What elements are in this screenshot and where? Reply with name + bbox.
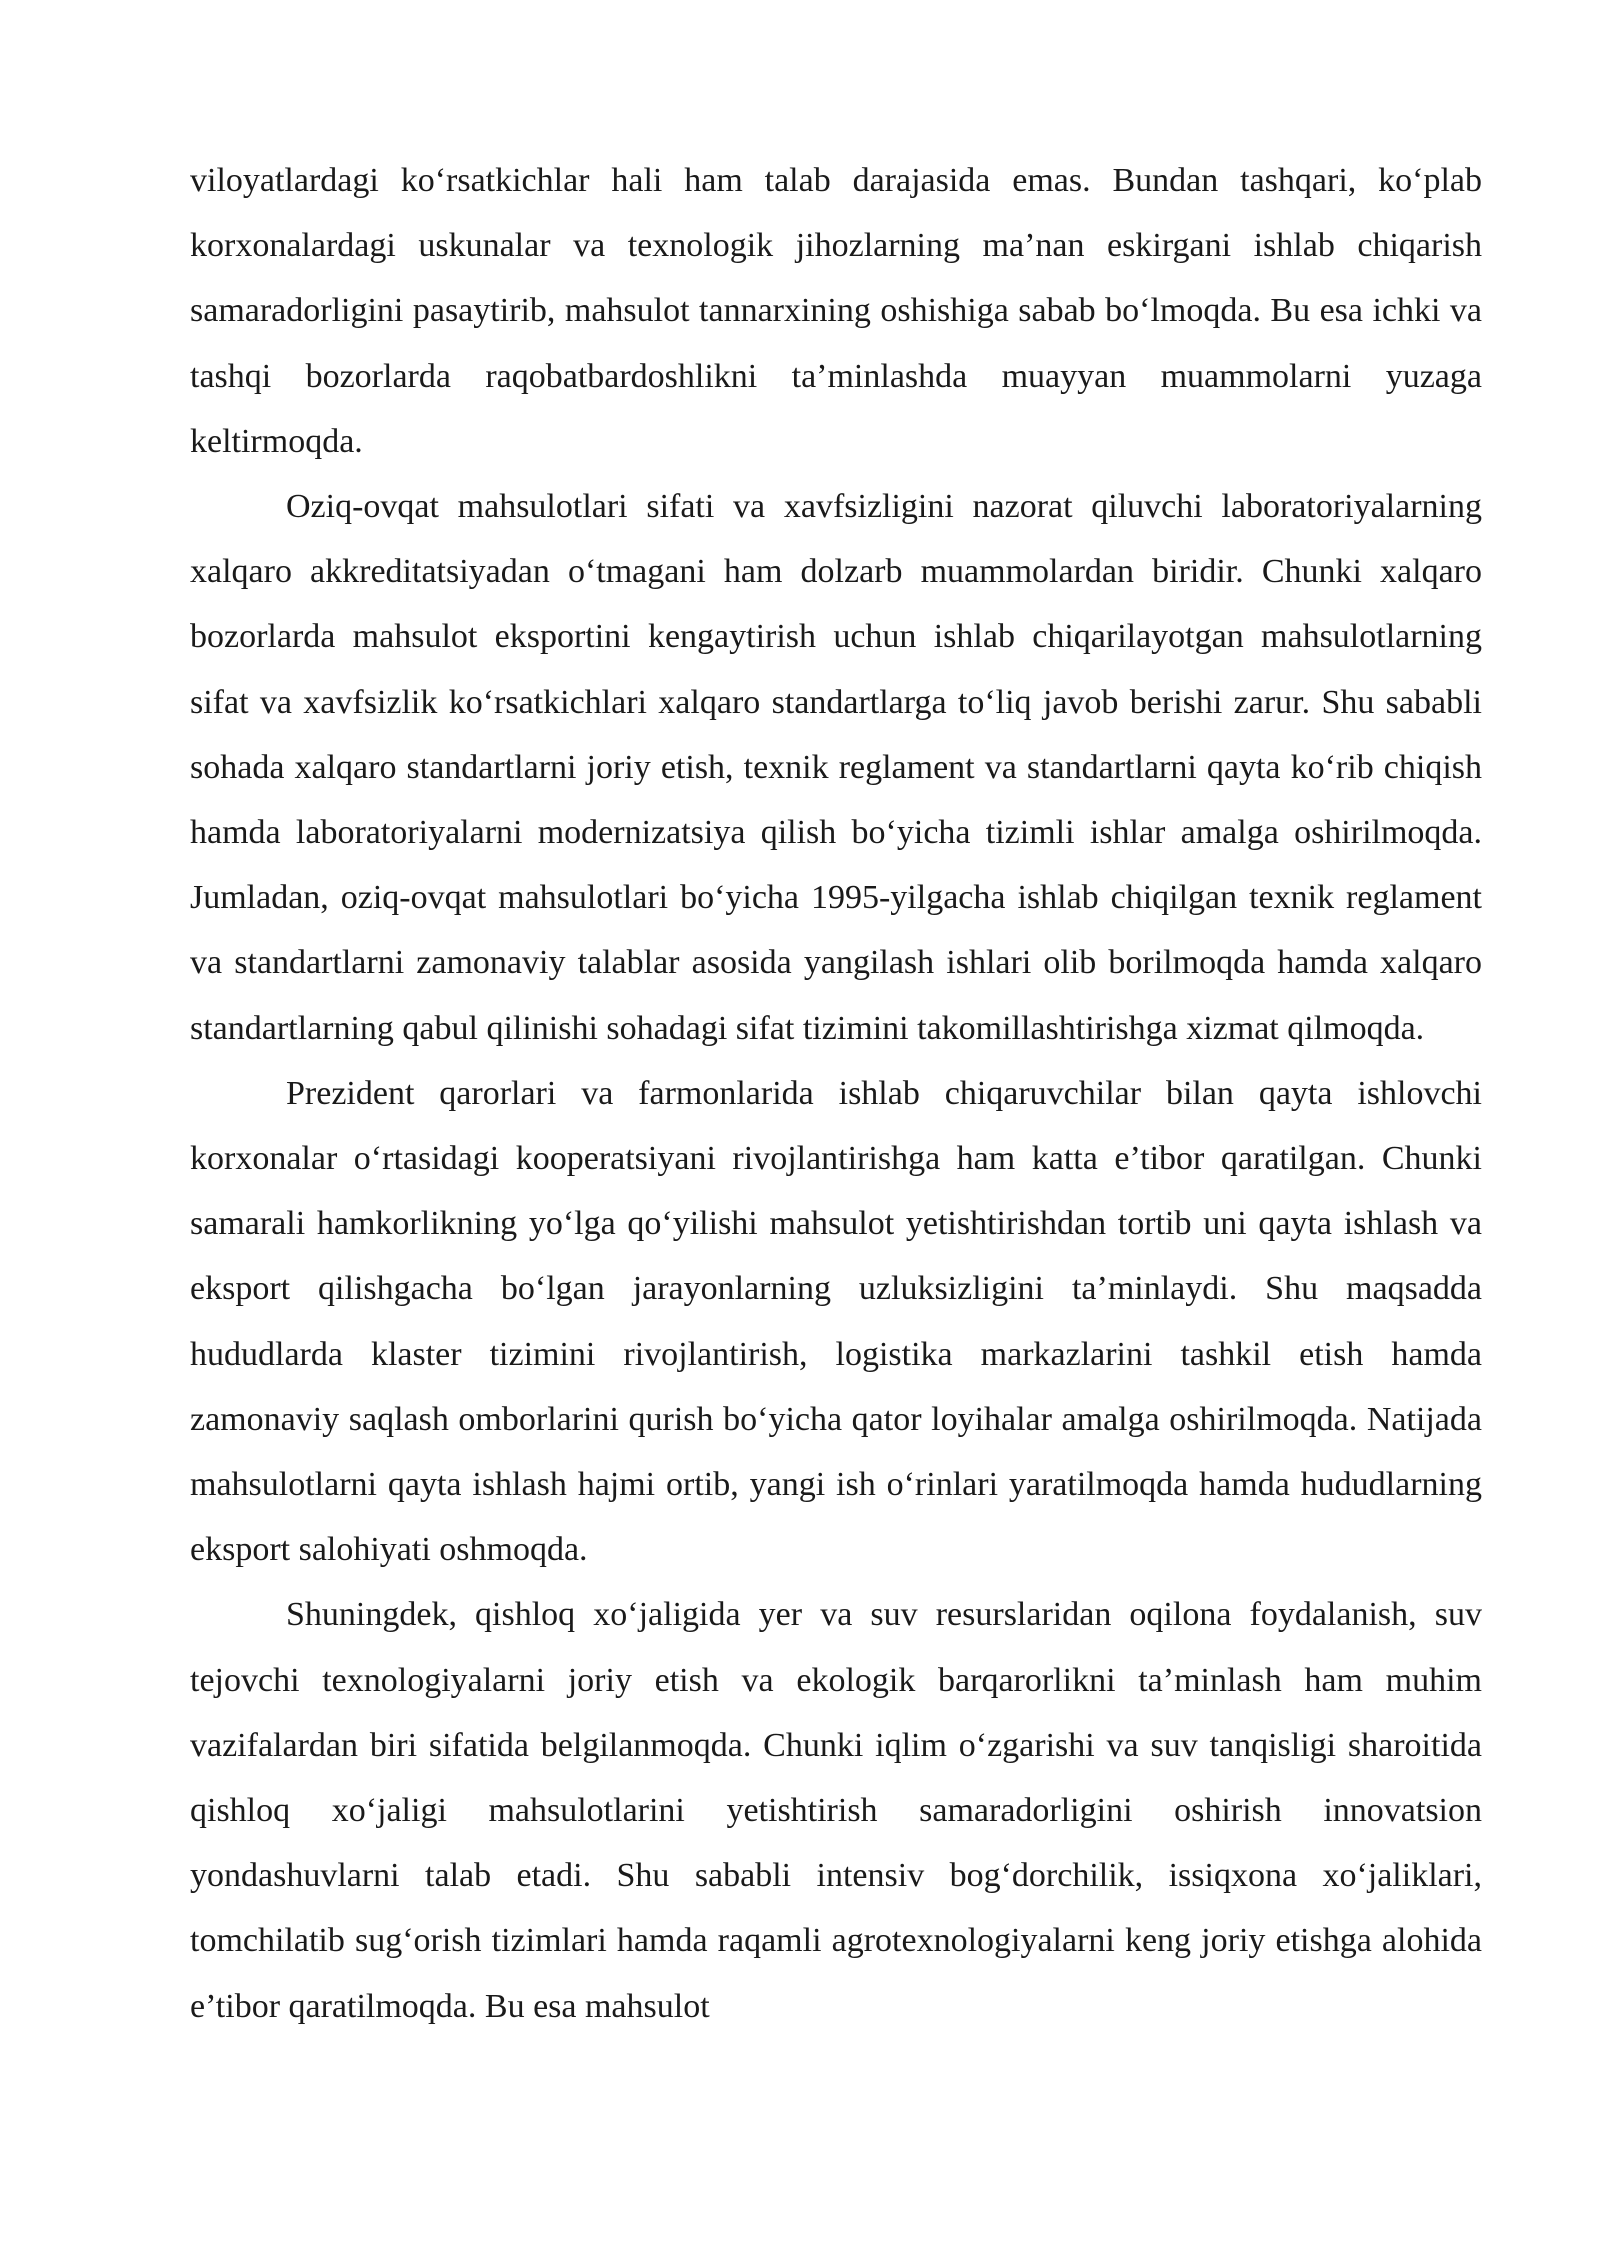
paragraph-cooperation: Prezident qarorlari va farmonlarida ishlab chiqaruvchilar bilan qayta ishlovchi korxonalar o‘rtasidagi kooperatsiyani rivojlantirishga ham katta e’tibor qaratilgan. Chunki samarali hamkorlikning yo‘lga qo‘yilishi mahsulot yetishtirishdan tortib uni qayta ishlash va eksport qilishgacha bo‘lgan jarayonlarning uzluksizligini ta’minlaydi. Shu maqsadda hududlarda klaster tizimini rivojlantirish, logistika markazlarini tashkil etish hamda zamonaviy saqlash omborlarini qurish bo‘yicha qator loyihalar amalga oshirilmoqda. Natijada mahsulotlarni qayta ishlash hajmi ortib, yangi ish o‘rinlari yaratilmoqda hamda hududlarning eksport salohiyati oshmoqda.	[190, 1074, 1482, 1569]
document-body	[190, 148, 1482, 2039]
paragraph-resources: Shuningdek, qishloq xo‘jaligida yer va suv resurslaridan oqilona foydalanish, suv tejovchi texnologiyalarni joriy etish va ekologik barqarorlikni ta’minlash ham muhim vazifalardan biri sifatida belgilanmoqda. Chunki iqlim o‘zgarishi va suv tanqisligi sharoitida qishloq xo‘jaligi mahsulotlarini yetishtirish samaradorligini oshirish innovatsion yondashuvlarni talab etadi. Shu sababli intensiv bog‘dorchilik, issiqxona xo‘jaliklari, tomchilatib sug‘orish tizimlari hamda raqamli agrotexnologiyalarni keng joriy etishga alohida e’tibor qaratilmoqda. Bu esa mahsulot	[190, 1596, 1482, 2025]
paragraph-continuation: viloyatlardagi ko‘rsatkichlar hali ham talab darajasida emas. Bundan tashqari, ko‘plab korxonalardagi uskunalar va texnologik jihozlarning ma’nan eskirgani ishlab chiqarish samaradorligini pasaytirib, mahsulot tannarxining oshishiga sabab bo‘lmoqda. Bu esa ichki va tashqi bozorlarda raqobatbardoshlikni ta’minlashda muayyan muammolarni yuzaga keltirmoqda.	[190, 162, 1482, 460]
paragraph-laboratories: Oziq-ovqat mahsulotlari sifati va xavfsizligini nazorat qiluvchi laboratoriyalarning xalqaro akkreditatsiyadan o‘tmagani ham dolzarb muammolardan biridir. Chunki xalqaro bozorlarda mahsulot eksportini kengaytirish uchun ishlab chiqarilayotgan mahsulotlarning sifat va xavfsizlik ko‘rsatkichlari xalqaro standartlarga to‘liq javob berishi zarur. Shu sababli sohada xalqaro standartlarni joriy etish, texnik reglament va standartlarni qayta ko‘rib chiqish hamda laboratoriyalarni modernizatsiya qilish bo‘yicha tizimli ishlar amalga oshirilmoqda. Jumladan, oziq-ovqat mahsulotlari bo‘yicha 1995-yilgacha ishlab chiqilgan texnik reglament va standartlarni zamonaviy talablar asosida yangilash ishlari olib borilmoqda hamda xalqaro standartlarning qabul qilinishi sohadagi sifat tizimini takomillashtirishga xizmat qilmoqda.	[190, 488, 1482, 1047]
